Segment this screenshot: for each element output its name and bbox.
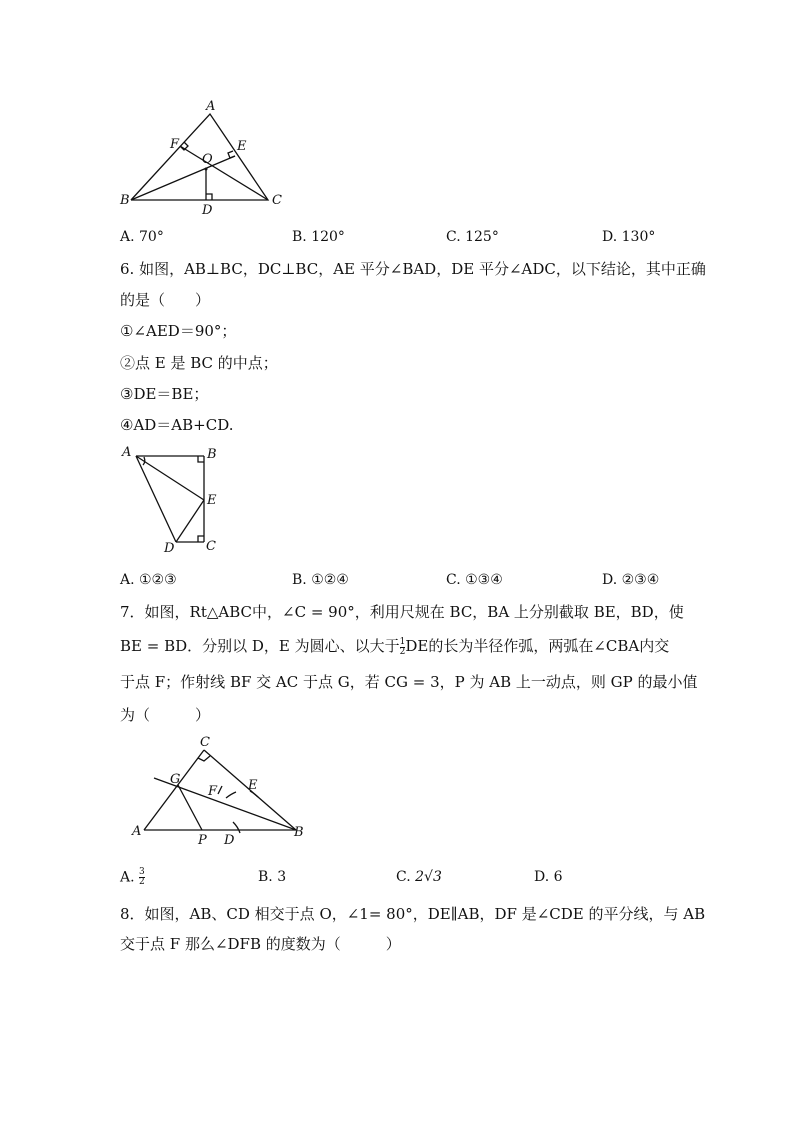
label-F: F: [208, 784, 218, 799]
q6-stem-line1: 6. 如图，AB⊥BC，DC⊥BC，AE 平分∠BAD，DE 平分∠ADC，以下结论，其中正确: [120, 260, 706, 278]
label-B: B: [294, 825, 304, 840]
label-G: G: [170, 772, 181, 787]
label-O: O: [202, 152, 213, 167]
label-E: E: [237, 139, 247, 154]
q7-option-a-prefix: A.: [120, 869, 135, 886]
label-C: C: [272, 193, 282, 208]
q7-option-c-value: 2√3: [415, 869, 442, 885]
frac-denominator: 2: [139, 877, 145, 887]
label-F: F: [170, 137, 180, 152]
label-C: C: [206, 539, 216, 554]
fraction-three-halves: [139, 868, 145, 887]
q7-stem-line1: 7．如图，Rt△ABC中，∠C = 90°，利用尺规在 BC，BA 上分别截取 BE，BD，使: [120, 603, 684, 621]
label-B: B: [207, 447, 217, 462]
figure-q6-trapezoid: [118, 444, 228, 560]
q6-statement-1: ①∠AED＝90°；: [120, 322, 237, 340]
q7-stem-line2: [120, 636, 669, 657]
q7-option-b: B. 3: [258, 869, 287, 885]
q6-option-a: A. ①②③: [120, 572, 177, 588]
label-E: E: [248, 778, 258, 793]
frac-numerator: 3: [139, 867, 145, 877]
q7-stem-line3: 于点 F；作射线 BF 交 AC 于点 G，若 CG = 3，P 为 AB 上一动点，则 GP 的最小值: [120, 673, 698, 691]
q8-stem-line2: 交于点 F 那么∠DFB 的度数为（ ）: [120, 935, 401, 953]
label-A: A: [122, 445, 132, 460]
q6-statement-2: ②点 E 是 BC 的中点；: [120, 354, 278, 372]
q7-stem-line4: 为（ ）: [120, 706, 211, 724]
q7-option-c-prefix: C.: [396, 869, 411, 885]
figure-q5-triangle: [118, 96, 298, 226]
q7-stem-line2-a: BE = BD．分别以 D，E 为圆心、以大于: [120, 637, 400, 655]
q6-option-d: D. ②③④: [602, 572, 660, 588]
q6-stem-line2: 的是（ ）: [120, 291, 211, 309]
label-D: D: [202, 203, 213, 218]
frac-denominator: 2: [399, 646, 406, 657]
q5-option-d: D. 130°: [602, 229, 656, 245]
frac-numerator: 1: [399, 636, 406, 647]
q6-option-b: B. ①②④: [292, 572, 349, 588]
q7-option-d: D. 6: [534, 869, 563, 885]
label-A: A: [206, 99, 216, 114]
figure-q7-triangle: [128, 732, 318, 852]
label-E: E: [207, 493, 217, 508]
q6-option-c: C. ①③④: [446, 572, 503, 588]
q6-statement-4: ④AD＝AB+CD.: [120, 416, 234, 434]
q6-statement-3: ③DE＝BE；: [120, 385, 209, 403]
q5-option-b: B. 120°: [292, 229, 345, 245]
label-D: D: [164, 541, 175, 556]
label-D: D: [224, 833, 235, 848]
label-C: C: [200, 735, 210, 750]
label-A: A: [132, 824, 142, 839]
q7-stem-line2-b: DE的长为半径作弧，两弧在∠CBA内交: [405, 637, 670, 655]
label-P: P: [198, 833, 207, 848]
q5-option-a: A. 70°: [120, 229, 164, 245]
q5-option-c: C. 125°: [446, 229, 499, 245]
q8-stem-line1: 8．如图，AB、CD 相交于点 O，∠1= 80°，DE∥AB，DF 是∠CDE 的平分线，与 AB: [120, 905, 706, 923]
q7-option-c: [396, 868, 442, 886]
label-B: B: [120, 193, 130, 208]
q7-option-a: [120, 868, 145, 887]
